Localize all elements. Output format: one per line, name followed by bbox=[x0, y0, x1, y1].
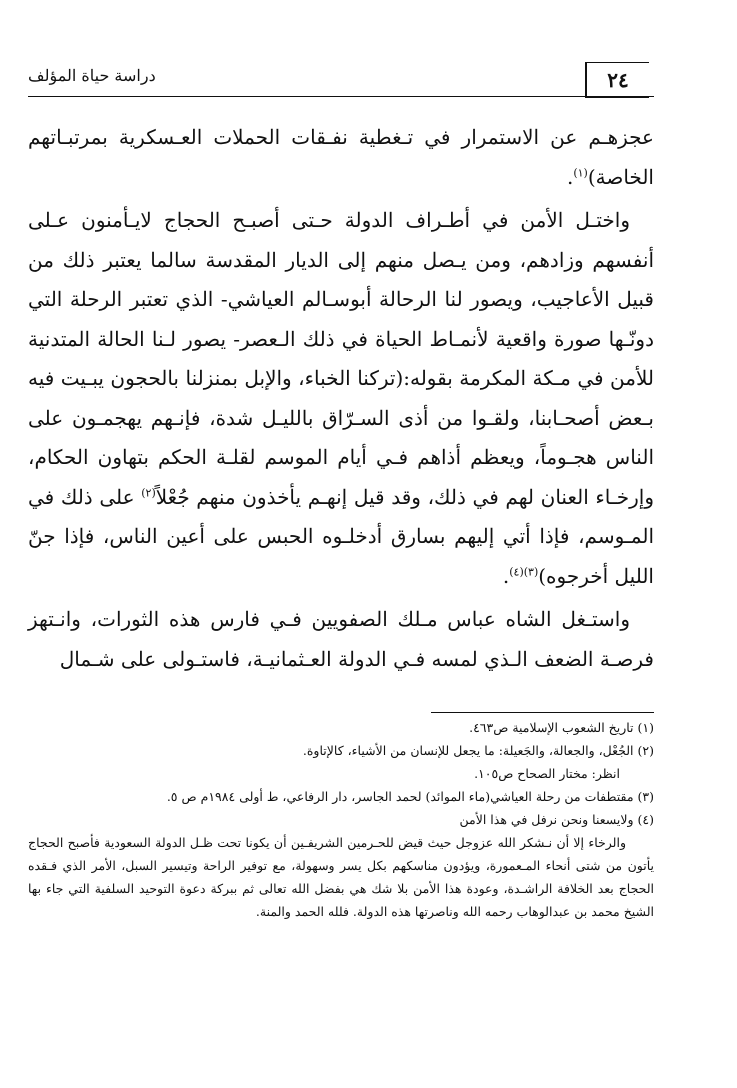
footnote-2-reference: انظر: مختار الصحاح ص١٠٥. bbox=[474, 766, 620, 781]
paragraph-1 bbox=[28, 118, 654, 197]
paragraph-2-end: . bbox=[502, 563, 510, 588]
paragraph-1-end: . bbox=[566, 164, 574, 189]
paragraph-2-text: واختـل الأمن في أطـراف الدولة حـتى أصبـح الحجاج لايـأمنون عـلى أنفسهم وزادهم، ومن يـصل منهم إلى الديار المقدسة سالما يعتبر ذلك من قبيل الأعاجيب، ويصور لنا الرحالة أبوسـالم العياشي- الذي تعتبر الرحلة التي دونّـها صورة واقعية لأنمـاط الحياة في ذلك الـعصر- يصور لـنا الحالة المتدنية للأمن في مـكة المكرمة بقوله:(تركنا الخباء، والإبل بمنزلنا بالحجون يبـيت فيه بـعض أصحـابنا، ولقـوا من أذى السـرّاق بالليـل شدة، فإنـهم يهجمـون على الناس هجـوماً، ويعظم أذاهم فـي أيام الموسم لقلـة الحكم بتهاون الحكام، وإرخـاء العنان لهم في ذلك، وقد قيل إنهـم يأخذون منهم جُعْلاً bbox=[28, 208, 654, 509]
footnote-separator bbox=[431, 712, 654, 713]
footnote-3: (٣) مقتطفات من رحلة العياشي(ماء الموائد) لحمد الجاسر، دار الرفاعي، ط أولى ١٩٨٤م ص ٥. bbox=[166, 789, 654, 804]
running-header-title: دراسة حياة المؤلف bbox=[28, 66, 156, 85]
footnotes bbox=[28, 716, 654, 923]
footnote-4-continuation: والرخاء إلا أن نـشكر الله عزوجل حيث قيض للحـرمين الشريفـين أن يكونا تحت ظـل الدولة السعودية فأصبح الحجاج يأتون من شتى أنحاء المـعمورة، ويؤدون مناسكهم بكل يسر وسهولة، مع توفير الراحة وتيسير السبل، الأمر الذي فـقده الحجاج بعد الخلافة الراشـدة، وعودة هذا الأمن بلا شك هي بفضل الله تعالى ثم ببركة دعوة التوحيد السلفية التي جاء بها الشيخ محمد بن عبدالوهاب رحمه الله وناصرتها هذه الدولة. فلله الحمد والمنة. bbox=[28, 835, 654, 919]
footnote-4: (٤) ولايسعنا ونحن نرفل في هذا الأمن bbox=[459, 812, 654, 827]
page-number: ٢٤ bbox=[607, 68, 629, 92]
footnote-1: (١) تاريخ الشعوب الإسلامية ص٤٦٣. bbox=[469, 720, 654, 735]
paragraph-2-tail: على ذلك في المـوسم، فإذا أتي إليهم بسارق أدخلـوه الحبس على أعين الناس، فإذا جنّ الليل أخرجوه) bbox=[28, 484, 654, 588]
body-text bbox=[28, 118, 654, 679]
footnote-ref-1: (١) bbox=[573, 165, 588, 179]
paragraph-1-text: عجزهـم عن الاستمرار في تـغطية نفـقات الحملات العـسكرية بمرتبـاتهم الخاصة) bbox=[28, 125, 654, 189]
header-rule bbox=[28, 96, 654, 97]
paragraph-3-text: واستـغل الشاه عباس مـلك الصفويين فـي فارس هذه الثورات، وانـتهز فرصـة الضعف الـذي لمسه فـي الدولة العـثمانيـة، فاستـولى على شـمال bbox=[28, 607, 654, 671]
paragraph-3 bbox=[28, 600, 654, 679]
paragraph-2 bbox=[28, 201, 654, 596]
footnote-ref-3-4: (٣)(٤) bbox=[509, 564, 539, 578]
page-number-box bbox=[585, 62, 649, 98]
footnote-ref-2: (٢) bbox=[141, 485, 156, 499]
footnote-2: (٢) الجُعْل، والجعالة، والجَعيلة: ما يجعل للإنسان من الأشياء، كالإتاوة. bbox=[302, 743, 654, 758]
